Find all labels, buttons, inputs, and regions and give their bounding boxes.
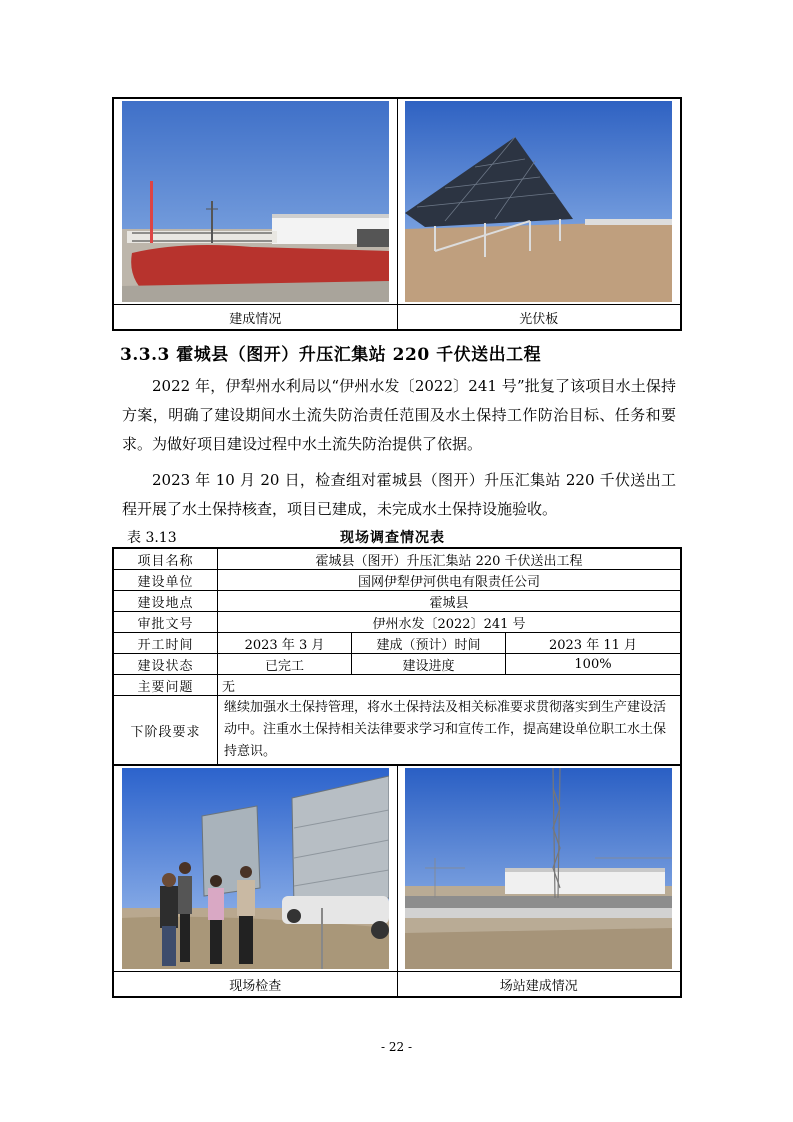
table-value: 100% [506,654,682,675]
table-row [113,675,681,696]
table-label: 建设单位 [113,570,218,591]
table-label: 主要问题 [113,675,218,696]
table-label: 建设地点 [113,591,218,612]
table-row [113,654,681,675]
completed-site-photo [122,101,389,302]
table-label: 建设进度 [352,654,506,675]
paragraph-approval: 2022 年，伊犁州水利局以“伊州水发〔2022〕241 号”批复了该项目水土保持方案，明确了建设期间水土流失防治责任范围及水土保持工作防治目标、任务和要求。为做好项目建设过程中水土流失防治提供了依据。 [122,377,676,453]
table-title: 现场调查情况表 [340,530,445,546]
paragraph-inspection: 2023 年 10 月 20 日，检查组对霍城县（图开）升压汇集站 220 千伏送出工程开展了水土保持核查，项目已建成，未完成水土保持设施验收。 [122,471,676,518]
table-value: 霍城县 [218,591,682,612]
table-value: 伊州水发〔2022〕241 号 [218,612,682,633]
table-row [113,612,681,633]
table-number: 表 3.13 [127,530,177,546]
table-value: 国网伊犁伊河供电有限责任公司 [218,570,682,591]
photo-caption: 场站建成情况 [397,972,681,996]
photo-caption: 现场检查 [229,978,282,994]
station-completion-photo [405,768,672,969]
table-value: 已完工 [218,654,352,675]
page-number: - 22 - [380,1040,412,1054]
photo-caption: 光伏板 [397,305,681,329]
table-row [113,633,681,654]
table-value: 继续加强水土保持管理，将水土保持法及相关标准要求贯彻落实到生产建设活动中。注重水土保持相关法律要求学习和宣传工作，提高建设单位职工水土保持意识。 [218,696,682,766]
section-heading: 3.3.3 霍城县（图开）升压汇集站 220 千伏送出工程 [120,345,542,365]
table-label: 项目名称 [113,548,218,570]
bottom-photo-table [112,764,682,998]
table-label: 建设状态 [113,654,218,675]
table-label: 下阶段要求 [113,696,218,766]
table-row [113,570,681,591]
table-row [113,696,681,766]
table-label: 开工时间 [113,633,218,654]
table-row [113,548,681,570]
table-label: 建成（预计）时间 [352,633,506,654]
top-photo-table [112,97,682,331]
site-inspection-photo [122,768,389,969]
table-label: 审批文号 [113,612,218,633]
table-value: 2023 年 3 月 [218,633,352,654]
table-value: 2023 年 11 月 [506,633,682,654]
site-survey-table [112,547,682,766]
table-value: 霍城县（图开）升压汇集站 220 千伏送出工程 [218,548,682,570]
photo-caption: 建成情况 [229,311,282,327]
table-value: 无 [218,675,682,696]
solar-panel-photo [405,101,672,302]
table-row [113,591,681,612]
